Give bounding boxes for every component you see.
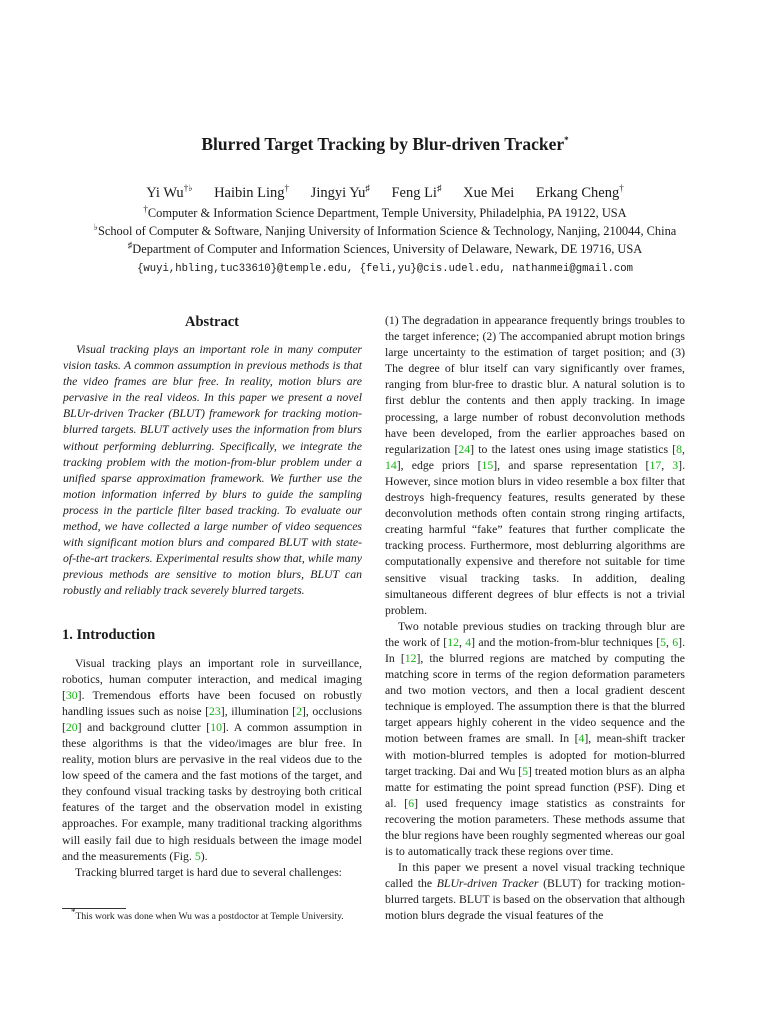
figure-link[interactable]: 5 xyxy=(194,849,201,863)
abstract-text: Visual tracking plays an important role in many computer vision tasks. A common assumption in previous methods is that the video frames are blur free. In reality, motion blurs are pervasive in the real videos. In this paper we present a novel BLUr-driven Tracker (BLUT) framework for tracking motion-blurred targets. BLUT actively uses the information from blurs without performing deblurring. Specifically, we integrate the tracking problem with the motion-from-blur problem under a unified sparse approximation framework. We further use the motion information inferred by blurs to guide the sampling process in the particle filter based tracking. To evaluate our method, we have collected a large number of video sequences with significant motion blurs and compared BLUT with state-of-the-art trackers. Experimental results show that, while many previous methods are sensitive to motion blurs, BLUT can robustly and reliably track severely blurred targets. xyxy=(63,343,362,598)
footnote: *This work was done when Wu was a postdoctor at Temple University. xyxy=(71,906,344,922)
citation-link[interactable]: 8 xyxy=(676,442,683,456)
citation-link[interactable]: 5 xyxy=(522,764,528,778)
citation-link[interactable]: 2 xyxy=(296,704,302,718)
citation-link[interactable]: 24 xyxy=(458,442,471,456)
author-list xyxy=(0,182,770,204)
intro-paragraph: (1) The degradation in appearance frequently brings troubles to the target inference; (2) The accompanied abrupt motion brings large uncertainty to the estimation of target position; and (3) The degree of blur itself can vary significantly over frames, ranging from blur-free to drastic blur. A natural solution is to first deblur the contents and then apply tracking. In image processing, a large number of robust deconvolution methods have been developed, from the earlier approaches based on regularization [24] to the latest ones using image statistics [8, 14], edge priors [15], and sparse representation [17, 3]. However, since motion blurs in video resemble a box filter that destroys high-frequency features, results generated by these deconvolution methods often contain strong ringing artifacts, creating harmful “fake” features that further complicate the tracking process. Furthermore, most deblurring algorithms are computationally expensive and therefore not suitable for time sensitive visual tracking tasks. In addition, dealing simultaneous different degrees of blur effects is not a trivial problem. xyxy=(385,314,686,617)
citation-link[interactable]: 6 xyxy=(408,796,415,810)
intro-paragraph: Two notable previous studies on tracking through blur are the work of [12, 4] and the motion-from-blur techniques [5, 6]. In [12], the blurred regions are matched by computing the matching score in terms of the region deformation parameters and two motion vectors, and then a local gradient descent technique is employed. The assumption there is that the blurred target appears highly coherent in the video sequence and the motion between frames are small. In [4], mean-shift tracker with motion-blurred temples is adopted for motion-blurred target tracking. Dai and Wu [5] treated motion blurs as an alpha matte for estimating the point spread function (PSF). Ding et al. [6] used frequency image statistics as constraints for recovering the motion parameters. These methods assume that the blur regions have been roughly segmented whereas our goal is to automatically track these regions over time. xyxy=(385,619,686,859)
citation-link[interactable]: 14 xyxy=(385,458,397,472)
intro-paragraph: In this paper we present a novel visual tracking technique called the BLUr-driven Tracker (BLUT) for tracking motion-blurred targets. BLUT is based on the observation that although motion blurs degrade the visual features of the xyxy=(385,861,685,923)
intro-paragraph: Tracking blurred target is hard due to several challenges: xyxy=(75,865,342,879)
author: Haibin Ling† xyxy=(214,183,290,201)
author: Feng Li♯ xyxy=(391,183,442,201)
author: Yi Wu†♭ xyxy=(146,183,193,201)
citation-link[interactable]: 12 xyxy=(447,635,459,649)
citation-link[interactable]: 20 xyxy=(65,720,78,734)
citation-link[interactable]: 6 xyxy=(672,635,679,649)
section-heading: 1. Introduction xyxy=(62,626,156,643)
citation-link[interactable]: 23 xyxy=(209,704,221,718)
author: Jingyi Yu♯ xyxy=(310,183,370,201)
affiliation: †Computer & Information Science Department, Temple University, Philadelphia, PA 19122, USA xyxy=(143,203,627,220)
right-column xyxy=(385,313,685,925)
citation-link[interactable]: 4 xyxy=(465,635,472,649)
intro-paragraph: Visual tracking plays an important role in surveillance, robotics, human computer interaction, and medical imaging [30]. Tremendous efforts have been focused on robustly handling issues such as noise [23], illumination [2], occlusions [20] and background clutter [10]. A common assumption in these algorithms is that the video/images are blur free. In reality, motion blurs are pervasive in the real videos due to the low speed of the camera and the fast motions of the target, and they confound visual tracking tasks by destroying both critical features of the target and the observation model in existing approaches. For example, many traditional tracking algorithms will easily fail due to high residuals between the image model and the measurements (Fig. 5). xyxy=(62,656,362,863)
citation-link[interactable]: 30 xyxy=(65,688,78,702)
citation-link[interactable]: 15 xyxy=(481,458,494,472)
author: Xue Mei xyxy=(463,185,515,201)
author: Erkang Cheng† xyxy=(535,183,624,201)
citation-link[interactable]: 12 xyxy=(404,651,417,665)
affiliation: ♭School of Computer & Software, Nanjing University of Information Science & Technology, Nanjing, 210044, China xyxy=(93,221,677,238)
citation-link[interactable]: 10 xyxy=(210,720,222,734)
citation-link[interactable]: 4 xyxy=(578,732,585,746)
author-emails: {wuyi,hbling,tuc33610}@temple.edu, {feli,yu}@cis.udel.edu, nathanmei@gmail.com xyxy=(137,263,633,275)
paper-title: Blurred Target Tracking by Blur-driven Tracker* xyxy=(201,134,569,154)
citation-link[interactable]: 5 xyxy=(660,635,666,649)
affiliation: ♯Department of Computer and Information Sciences, University of Delaware, Newark, DE 19716, USA xyxy=(127,239,643,256)
abstract-heading: Abstract xyxy=(185,314,239,330)
left-column xyxy=(62,313,362,881)
citation-link[interactable]: 17 xyxy=(649,458,662,472)
citation-link[interactable]: 3 xyxy=(672,458,679,472)
